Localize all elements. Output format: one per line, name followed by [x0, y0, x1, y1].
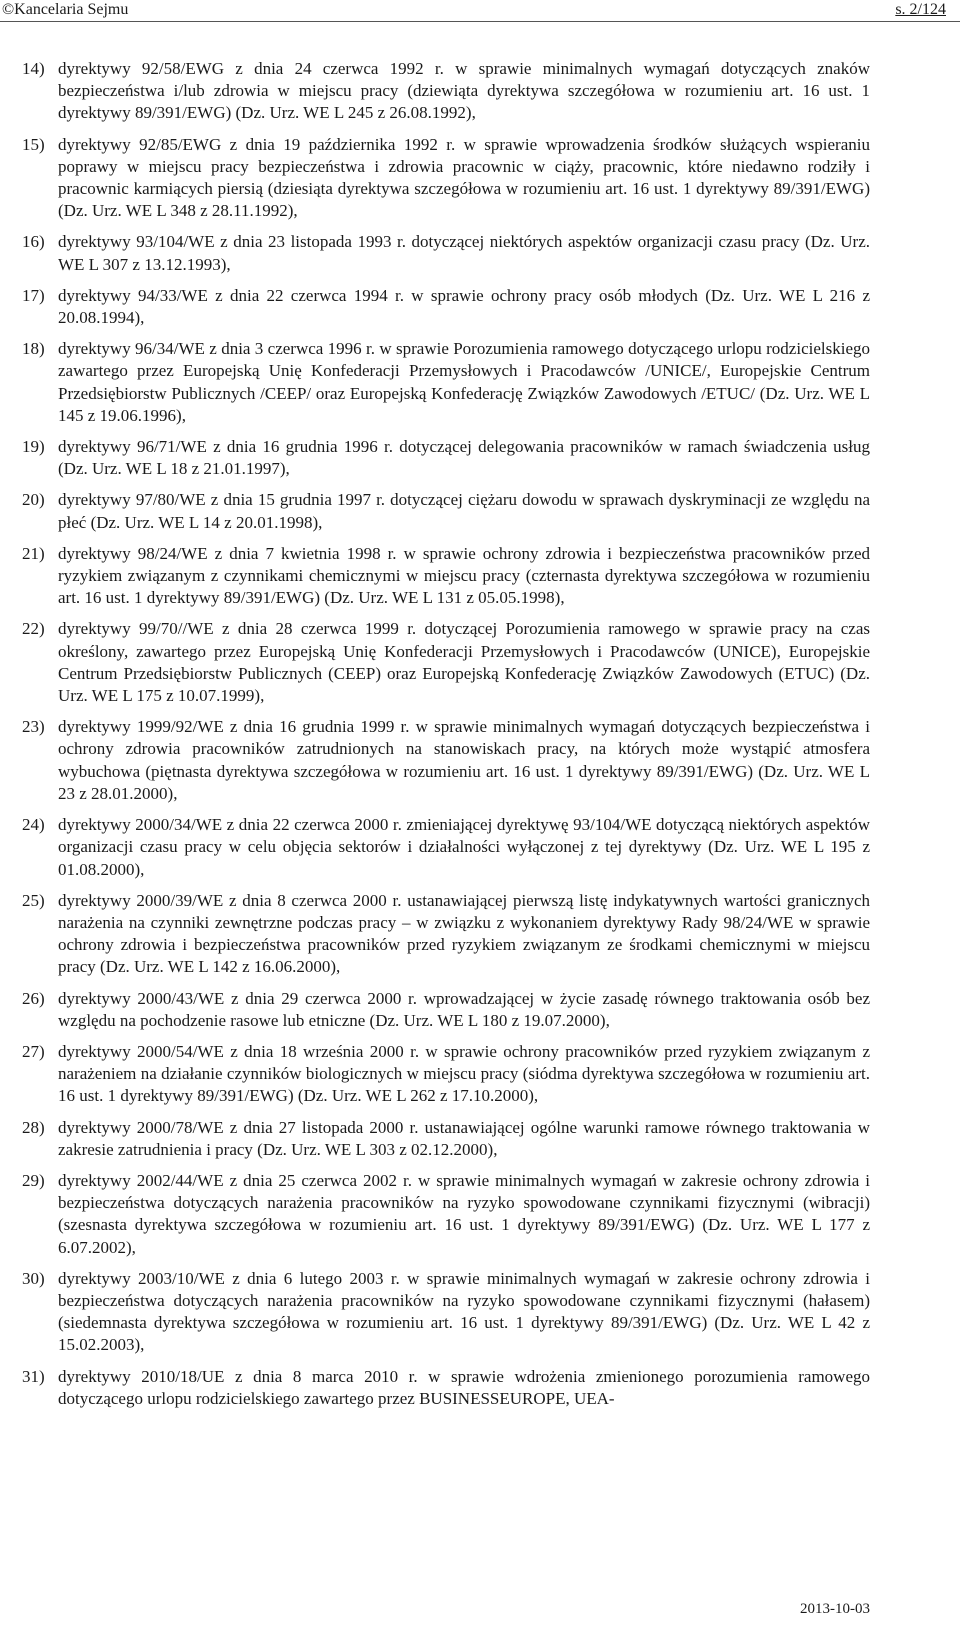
- list-item: [22, 1366, 870, 1410]
- item-text: dyrektywy 2000/43/WE z dnia 29 czerwca 2000 r. wprowadzającej w życie zasadę równego traktowania osób bez względu na pochodzenie rasowe lub etniczne (Dz. Urz. WE L 180 z 19.07.2000),: [58, 988, 870, 1030]
- item-text: dyrektywy 97/80/WE z dnia 15 grudnia 1997 r. dotyczącej ciężaru dowodu w sprawach dyskryminacji ze względu na płeć (Dz. Urz. WE L 14 z 20.01.1998),: [58, 490, 870, 532]
- directive-list: [22, 58, 870, 1419]
- item-number: 16): [22, 232, 45, 252]
- page-number: s. 2/124: [895, 1, 946, 18]
- item-number: 18): [22, 339, 45, 359]
- item-number: 27): [22, 1041, 45, 1061]
- list-item: [22, 338, 870, 427]
- item-text: dyrektywy 96/34/WE z dnia 3 czerwca 1996 r. w sprawie Porozumienia ramowego dotyczącego urlopu rodzicielskiego zawartego przez Europejską Unię Konfederacji Przemysłowych i Pracodawców /UNICE/, Europejskie Centrum Przedsiębiorstw Publicznych /CEEP/ oraz Europejską Konfederację Związków Zawodowych /ETUC/ (Dz. Urz. WE L 145 z 19.06.1996),: [58, 339, 870, 425]
- list-item: [22, 543, 870, 610]
- item-text: dyrektywy 99/70//WE z dnia 28 czerwca 1999 r. dotyczącej Porozumienia ramowego w sprawie pracy na czas określony, zawartego przez Europejską Unię Konfederacji Przemysłowych i Pracodawców (UNICE), Europejskie Centrum Przedsiębiorstw Publicznych (CEEP) oraz Europejską Konfederację Związków Zawodowych (ETUC) (Dz. Urz. WE L 175 z 10.07.1999),: [58, 619, 870, 706]
- item-number: 23): [22, 717, 45, 737]
- list-item: [22, 134, 870, 223]
- item-number: 17): [22, 285, 45, 305]
- item-text: dyrektywy 2000/34/WE z dnia 22 czerwca 2000 r. zmieniającej dyrektywę 93/104/WE dotyczącą niektórych aspektów organizacji czasu pracy w celu objęcia sektorów i działalności wyłączonej z tej dyrektywy (Dz. Urz. WE L 195 z 01.08.2000),: [58, 815, 870, 879]
- item-text: dyrektywy 2000/78/WE z dnia 27 listopada 2000 r. ustanawiającej ogólne warunki ramowe równego traktowania w zakresie zatrudnienia i pracy (Dz. Urz. WE L 303 z 02.12.2000),: [58, 1117, 870, 1159]
- item-number: 22): [22, 619, 45, 639]
- list-item: [22, 58, 870, 125]
- item-text: dyrektywy 2000/54/WE z dnia 18 września 2000 r. w sprawie ochrony pracowników przed ryzykiem związanym z narażeniem na działanie czynników biologicznych w miejscu pracy (siódma dyrektywa szczegółowa w rozumieniu art. 16 ust. 1 dyrektywy 89/391/EWG) (Dz. Urz. WE L 262 z 17.10.2000),: [58, 1041, 870, 1106]
- item-number: 21): [22, 543, 45, 563]
- page-header: [0, 0, 960, 22]
- list-item: [22, 1041, 870, 1108]
- item-text: dyrektywy 92/58/EWG z dnia 24 czerwca 1992 r. w sprawie minimalnych wymagań dotyczących znaków bezpieczeństwa i/lub zdrowia w miejscu pracy (dziewiąta dyrektywa szczegółowa w rozumieniu art. 16 ust. 1 dyrektywy 89/391/EWG) (Dz. Urz. WE L 245 z 26.08.1992),: [58, 59, 870, 123]
- list-item: [22, 231, 870, 275]
- header-divider: [0, 21, 960, 22]
- list-item: [22, 285, 870, 329]
- item-number: 19): [22, 437, 45, 457]
- list-item: [22, 489, 870, 533]
- publisher-label: ©Kancelaria Sejmu: [2, 1, 129, 18]
- list-item: [22, 1170, 870, 1259]
- item-text: dyrektywy 1999/92/WE z dnia 16 grudnia 1999 r. w sprawie minimalnych wymagań dotyczących bezpieczeństwa i ochrony zdrowia pracowników zatrudnionych na stanowiskach pracy, na których może wystąpić atmosfera wybuchowa (piętnasta dyrektywa szczegółowa w rozumieniu art. 16 ust. 1 dyrektywy 89/391/EWG) (Dz. Urz. WE L 23 z 28.01.2000),: [58, 717, 870, 803]
- item-number: 26): [22, 988, 45, 1008]
- item-text: dyrektywy 2003/10/WE z dnia 6 lutego 2003 r. w sprawie minimalnych wymagań w zakresie ochrony zdrowia i bezpieczeństwa dotyczących narażenia pracowników na ryzyko spowodowane czynnikami fizycznymi (hałasem) (siedemnasta dyrektywa szczegółowa w rozumieniu art. 16 ust. 1 dyrektywy 89/391/EWG) (Dz. Urz. WE L 42 z 15.02.2003),: [58, 1268, 870, 1355]
- list-item: [22, 436, 870, 480]
- item-text: dyrektywy 92/85/EWG z dnia 19 października 1992 r. w sprawie wprowadzenia środków służących wspieraniu poprawy w miejscu pracy bezpieczeństwa i zdrowia pracownic w ciąży, pracownic, które niedawno rodziły i pracownic karmiących piersią (dziesiąta dyrektywa szczegółowa w rozumieniu art. 16 ust. 1 dyrektywy 89/391/EWG) (Dz. Urz. WE L 348 z 28.11.1992),: [58, 134, 870, 221]
- item-number: 14): [22, 59, 45, 78]
- item-text: dyrektywy 98/24/WE z dnia 7 kwietnia 1998 r. w sprawie ochrony zdrowia i bezpieczeństwa pracowników przed ryzykiem związanym z czynnikami chemicznymi w miejscu pracy (czternasta dyrektywa szczegółowa w rozumieniu art. 16 ust. 1 dyrektywy 89/391/EWG) (Dz. Urz. WE L 131 z 05.05.1998),: [58, 543, 870, 608]
- item-number: 25): [22, 890, 45, 910]
- item-number: 30): [22, 1268, 45, 1288]
- document-date: 2013-10-03: [800, 1601, 870, 1617]
- item-number: 31): [22, 1366, 45, 1386]
- item-text: dyrektywy 2002/44/WE z dnia 25 czerwca 2002 r. w sprawie minimalnych wymagań w zakresie ochrony zdrowia i bezpieczeństwa dotyczących narażenia pracowników na ryzyko spowodowane czynnikami fizycznymi (wibracji) (szesnasta dyrektywa szczegółowa w rozumieniu art. 16 ust. 1 dyrektywy 89/391/EWG) (Dz. Urz. WE L 177 z 6.07.2002),: [58, 1170, 870, 1257]
- item-text: dyrektywy 94/33/WE z dnia 22 czerwca 1994 r. w sprawie ochrony pracy osób młodych (Dz. Urz. WE L 216 z 20.08.1994),: [58, 285, 870, 328]
- list-item: [22, 618, 870, 707]
- item-text: dyrektywy 93/104/WE z dnia 23 listopada 1993 r. dotyczącej niektórych aspektów organizacji czasu pracy (Dz. Urz. WE L 307 z 13.12.1993),: [58, 232, 870, 274]
- item-number: 15): [22, 134, 45, 154]
- list-item: [22, 988, 870, 1032]
- item-number: 29): [22, 1170, 45, 1190]
- item-text: dyrektywy 2000/39/WE z dnia 8 czerwca 2000 r. ustanawiającej pierwszą listę indykatywnych wartości granicznych narażenia na czynniki zewnętrzne podczas pracy – w związku z wykonaniem dyrektywy Rady 98/24/WE w sprawie ochrony zdrowia i bezpieczeństwa pracowników przed ryzykiem związanym ze środkami chemicznymi w miejscu pracy (Dz. Urz. WE L 142 z 16.06.2000),: [58, 890, 870, 977]
- item-number: 24): [22, 815, 45, 835]
- item-text: dyrektywy 2010/18/UE z dnia 8 marca 2010 r. w sprawie wdrożenia zmienionego porozumienia ramowego dotyczącego urlopu rodzicielskiego zawartego przez BUSINESSEUROPE, UEA-: [58, 1366, 870, 1408]
- list-item: [22, 1268, 870, 1357]
- list-item: [22, 890, 870, 979]
- item-number: 28): [22, 1117, 45, 1137]
- item-text: dyrektywy 96/71/WE z dnia 16 grudnia 1996 r. dotyczącej delegowania pracowników w ramach świadczenia usług (Dz. Urz. WE L 18 z 21.01.1997),: [58, 437, 870, 479]
- list-item: [22, 716, 870, 805]
- list-item: [22, 1117, 870, 1161]
- list-item: [22, 814, 870, 881]
- item-number: 20): [22, 490, 45, 510]
